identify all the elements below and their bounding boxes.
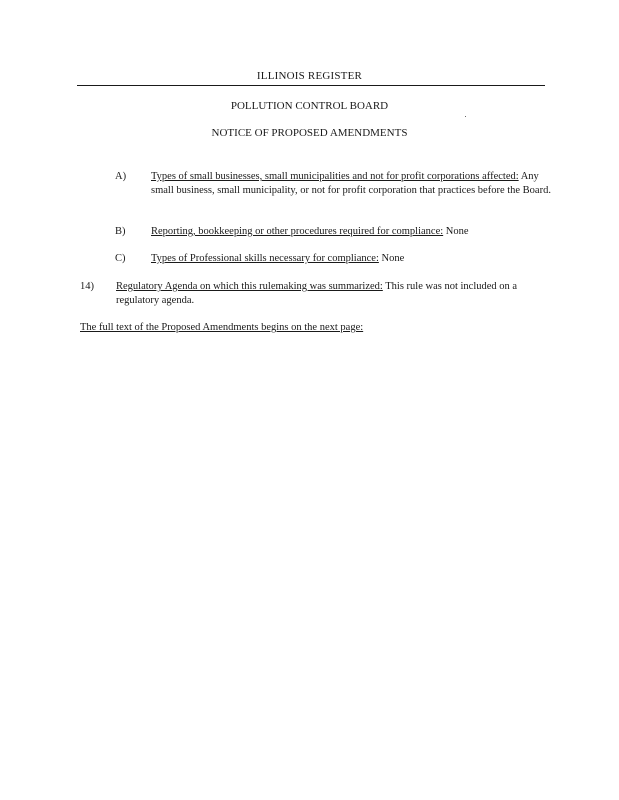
item-marker: 14): [80, 281, 94, 292]
board-name: POLLUTION CONTROL BOARD: [230, 100, 389, 112]
item-body: [116, 280, 546, 308]
speck-mark: [465, 116, 466, 117]
item-text: This rule was not included on a regulatory agenda.: [116, 281, 518, 306]
item-heading: Types of small businesses, small municipalities and not for profit corporations affected:: [151, 171, 519, 182]
item-marker: B): [115, 226, 126, 237]
closing-line: The full text of the Proposed Amendments begins on the next page:: [80, 322, 364, 333]
list-item-a: [115, 170, 555, 214]
register-title: ILLINOIS REGISTER: [256, 70, 363, 82]
list-item-b: [115, 225, 555, 241]
item-marker: A): [115, 171, 127, 182]
header-rule: [77, 85, 545, 86]
item-text: Any small business, small municipality, or not for profit corporation that practices before the Board.: [151, 171, 551, 196]
list-item-c: [115, 252, 555, 268]
item-body: [151, 225, 551, 239]
notice-title: NOTICE OF PROPOSED AMENDMENTS: [211, 127, 408, 139]
item-heading: Reporting, bookkeeping or other procedures required for compliance:: [151, 226, 444, 237]
item-text: None: [443, 226, 469, 237]
item-body: [151, 170, 551, 198]
item-heading: Regulatory Agenda on which this rulemaking was summarized:: [116, 281, 383, 292]
list-item-14: [80, 280, 550, 310]
item-heading: Types of Professional skills necessary for compliance:: [151, 253, 379, 264]
item-marker: C): [115, 253, 126, 264]
item-body: [151, 252, 551, 266]
item-text: None: [378, 253, 405, 264]
